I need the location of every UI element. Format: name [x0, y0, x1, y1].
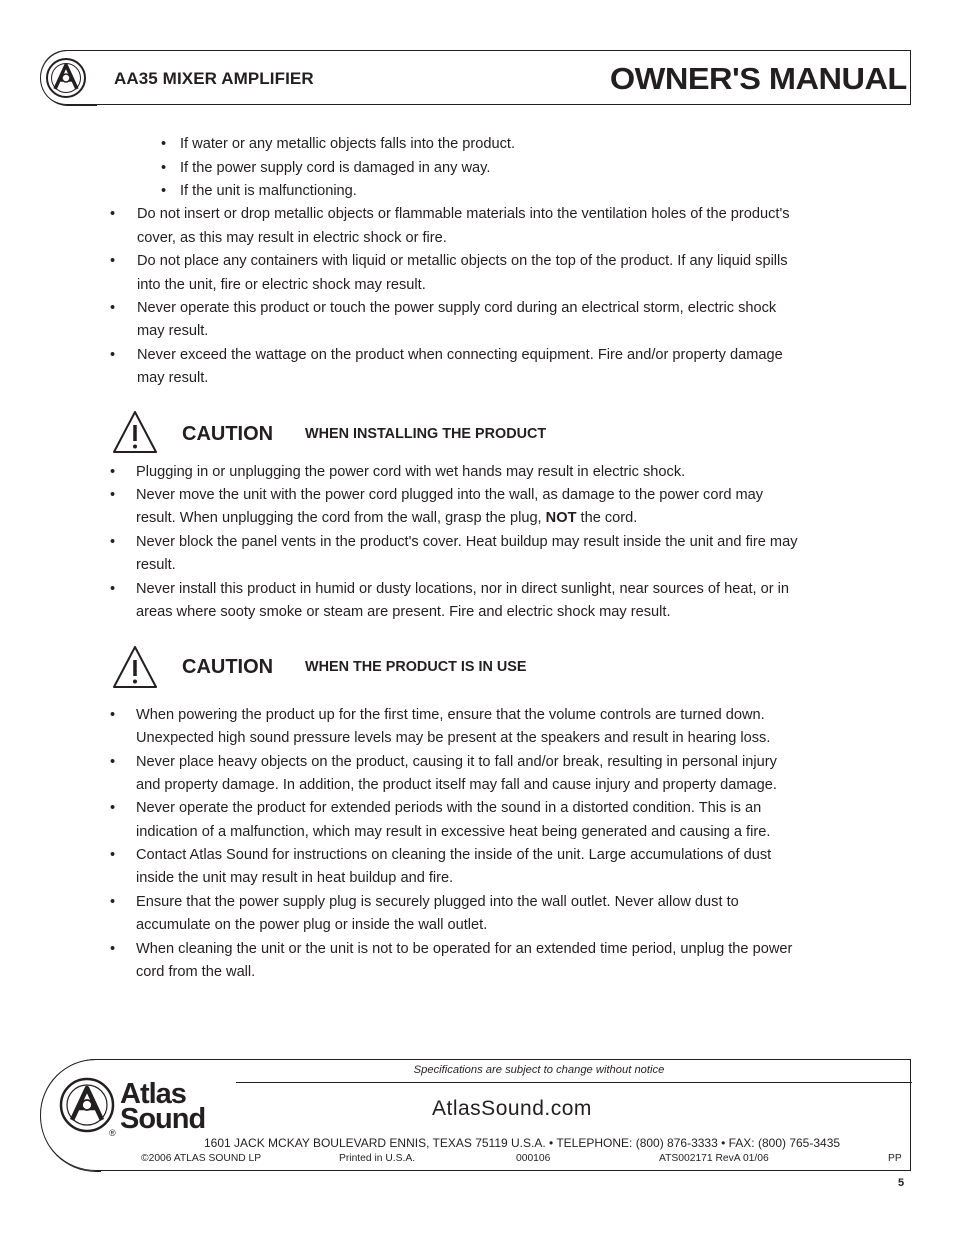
text-run: the cord. [576, 510, 638, 526]
bullet-text: Ensure that the power supply plug is securely plugged into the wall outlet. Never allow dust to [136, 894, 739, 910]
bullet-text: may result. [137, 323, 209, 339]
bullet-text: Do not insert or drop metallic objects or flammable materials into the ventilation holes of the product's [137, 206, 790, 222]
copyright: ©2006 ATLAS SOUND LP [141, 1153, 262, 1164]
bullet-text: When cleaning the unit or the unit is not to be operated for an extended time period, unplug the power [136, 941, 793, 957]
bullet-text: Never place heavy objects on the product, causing it to fall and/or break, resulting in personal injury [136, 754, 777, 770]
sub-bullet-text: If water or any metallic objects falls into the product. [180, 136, 516, 152]
bullet-dot: • [110, 253, 116, 269]
bullet-text: inside the unit may result in heat buildup and fire. [136, 870, 454, 886]
bullet-dot: • [110, 347, 116, 363]
page-number: 5 [898, 1177, 905, 1189]
text-run: result. When unplugging the cord from the wall, grasp the plug, [136, 510, 546, 526]
warning-triangle-icon [112, 410, 158, 454]
warning-triangle-icon [112, 645, 158, 689]
bullet-dot: • [110, 206, 116, 222]
bullet-dot: • [110, 800, 116, 816]
bullet-dot: • [110, 894, 116, 910]
atlas-logo-icon [44, 56, 88, 100]
sub-bullet-text: If the power supply cord is damaged in any way. [180, 160, 491, 176]
company-address: 1601 JACK MCKAY BOULEVARD ENNIS, TEXAS 75119 U.S.A. • TELEPHONE: (800) 876-3333 • FAX: (800) 765-3435 [204, 1136, 841, 1150]
caution-subtitle: WHEN THE PRODUCT IS IN USE [305, 659, 527, 675]
bullet-text: may result. [137, 370, 209, 386]
bullet-dot: • [110, 581, 116, 597]
registered-mark: ® [109, 1128, 116, 1138]
bullet-dot: • [110, 847, 116, 863]
bullet-dot: • [110, 464, 116, 480]
print-code: 000106 [516, 1153, 551, 1164]
bullet-text [136, 509, 637, 527]
bullet-text: Do not place any containers with liquid or metallic objects on the top of the product. If any liquid spills [137, 253, 788, 269]
initials: PP [888, 1153, 902, 1164]
emphasis-not: NOT [545, 510, 577, 526]
document-id: ATS002171 RevA 01/06 [659, 1153, 769, 1164]
bullet-text: and property damage. In addition, the product itself may fall and cause injury and property damage. [136, 777, 777, 793]
bullet-dot: • [110, 707, 116, 723]
bullet-dot: • [161, 183, 167, 199]
bullet-dot: • [161, 160, 167, 176]
caution-subtitle: WHEN INSTALLING THE PRODUCT [305, 426, 547, 442]
bullet-text: Contact Atlas Sound for instructions on cleaning the inside of the unit. Large accumulations of dust [136, 847, 772, 863]
bullet-text: cord from the wall. [136, 964, 256, 980]
bullet-dot: • [110, 754, 116, 770]
bullet-dot: • [110, 534, 116, 550]
bullet-text: Never install this product in humid or dusty locations, nor in direct sunlight, near sources of heat, or in [136, 581, 789, 597]
bullet-text: cover, as this may result in electric shock or fire. [137, 230, 447, 246]
brand-name-line2: Sound [120, 1103, 206, 1135]
bullet-dot: • [110, 487, 116, 503]
website-link[interactable]: AtlasSound.com [432, 1097, 592, 1120]
brand-name-line1: Atlas [120, 1078, 186, 1110]
footer-divider [236, 1082, 912, 1083]
bullet-text: Never move the unit with the power cord plugged into the wall, as damage to the power cord may [136, 487, 764, 503]
bullet-text: accumulate on the power plug or inside the wall outlet. [136, 917, 488, 933]
bullet-text: indication of a malfunction, which may result in excessive heat being generated and causing a fire. [136, 824, 771, 840]
atlas-logo-icon [58, 1076, 116, 1134]
bullet-text: into the unit, fire or electric shock may result. [137, 277, 426, 293]
bullet-text: Plugging in or unplugging the power cord with wet hands may result in electric shock. [136, 464, 686, 480]
bullet-dot: • [110, 300, 116, 316]
manual-title: OWNER'S MANUAL [610, 61, 907, 96]
bullet-dot: • [110, 941, 116, 957]
spec-note: Specifications are subject to change without notice [413, 1064, 665, 1076]
bullet-text: areas where sooty smoke or steam are present. Fire and electric shock may result. [136, 604, 671, 620]
bullet-text: Never block the panel vents in the product's cover. Heat buildup may result inside the unit and fire may [136, 534, 798, 550]
bullet-dot: • [161, 136, 167, 152]
caution-heading: CAUTION [182, 423, 274, 445]
bullet-text: Never operate this product or touch the power supply cord during an electrical storm, electric shock [137, 300, 777, 316]
printed-in: Printed in U.S.A. [339, 1153, 416, 1164]
product-title: AA35 MIXER AMPLIFIER [114, 69, 314, 88]
bullet-text: When powering the product up for the first time, ensure that the volume controls are turned down. [136, 707, 765, 723]
bullet-text: Never operate the product for extended periods with the sound in a distorted condition. This is an [136, 800, 762, 816]
bullet-text: Never exceed the wattage on the product when connecting equipment. Fire and/or property damage [137, 347, 783, 363]
caution-heading: CAUTION [182, 656, 274, 678]
bullet-text: result. [136, 557, 176, 573]
bullet-text: Unexpected high sound pressure levels may be present at the speakers and result in hearing loss. [136, 730, 771, 746]
sub-bullet-text: If the unit is malfunctioning. [180, 183, 357, 199]
